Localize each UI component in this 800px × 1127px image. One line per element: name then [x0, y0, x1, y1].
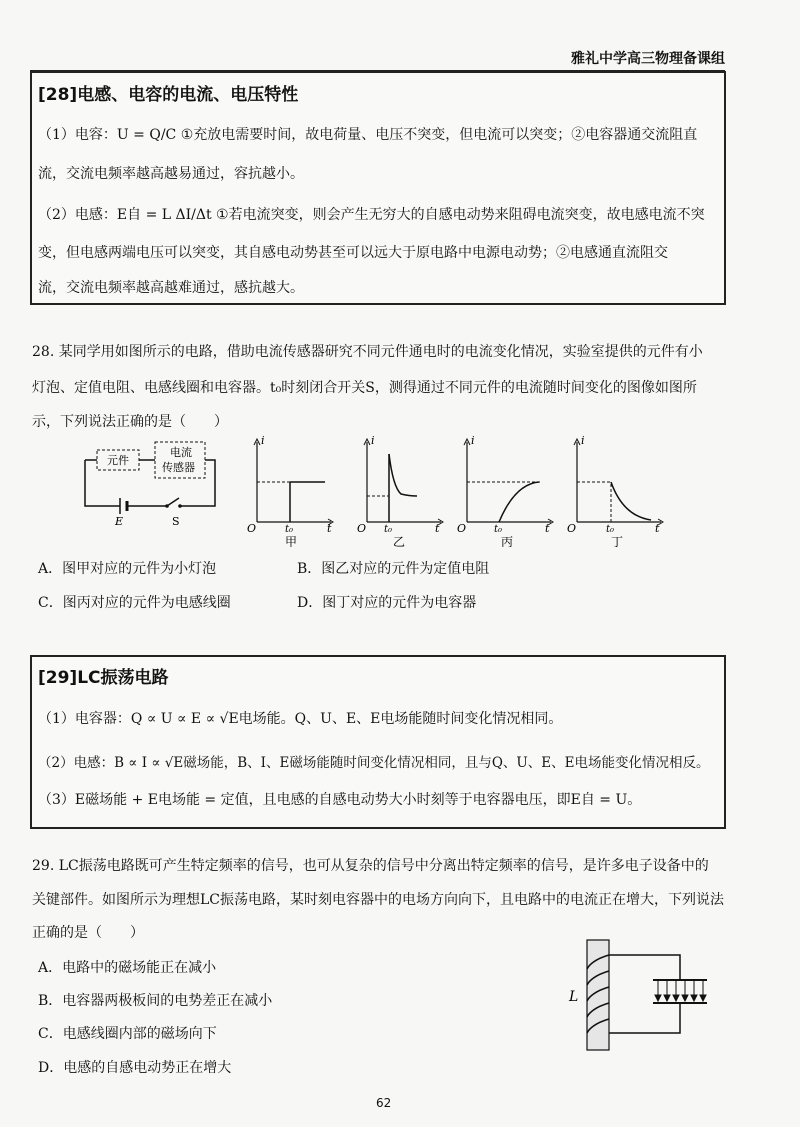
- q28-stem-3: 示，下列说法正确的是（ ）: [32, 414, 228, 430]
- page-number: 62: [376, 1096, 392, 1110]
- axis-t-label: t: [545, 522, 550, 535]
- knowledge-box-28: [30, 71, 726, 305]
- q29-option-b[interactable]: B．电容器两极板间的电势差正在减小: [38, 993, 273, 1009]
- current-curve: [389, 454, 417, 496]
- graph-caption: 乙: [393, 535, 406, 547]
- box29-line-1: （1）电容器：Q ∝ U ∝ E ∝ √E电场能。Q、U、E、E电场能随时间变化情况相同。: [38, 711, 563, 727]
- axis-i-label: i: [261, 434, 265, 447]
- t0-label: t₀: [285, 524, 294, 535]
- current-curve: [611, 482, 651, 520]
- switch-label: S: [172, 515, 180, 528]
- axis-i-label: i: [371, 434, 375, 447]
- q29-option-d[interactable]: D．电感的自感电动势正在增大: [38, 1060, 232, 1076]
- q29-stem-2: 关键部件。如图所示为理想LC振荡电路，某时刻电容器中的电场方向向下，且电路中的电流正在增大，下列说法: [32, 892, 725, 908]
- sensor-label-2: 传感器: [162, 461, 195, 474]
- box29-title: [29]LC振荡电路: [38, 668, 169, 688]
- q28-circuit-diagram: [75, 438, 225, 530]
- graph-ding: [565, 432, 665, 547]
- axis-i-label: i: [581, 434, 585, 447]
- electric-field-arrows-icon: [655, 981, 706, 1001]
- graph-bing: [455, 432, 555, 547]
- q29-stem-1: 29. LC振荡电路既可产生特定频率的信号，也可从复杂的信号中分离出特定频率的信号，是许多电子设备中的: [32, 858, 709, 874]
- origin-label: O: [247, 522, 257, 535]
- graph-jia: [245, 432, 335, 547]
- inductor-label: L: [569, 989, 579, 1005]
- element-label: 元件: [107, 454, 129, 467]
- box28-line-3: （2）电感：E自 = L ΔI/Δt ①若电流突变，则会产生无穷大的自感电动势来阻碍电流突变，故电感电流不突: [38, 207, 705, 223]
- q29-stem-3: 正确的是（ ）: [32, 925, 144, 941]
- axis-i-label: i: [471, 434, 475, 447]
- q28-option-a[interactable]: A．图甲对应的元件为小灯泡: [38, 561, 217, 577]
- battery-label: E: [115, 515, 124, 528]
- axis-t-label: t: [655, 522, 660, 535]
- axis-t-label: t: [435, 522, 440, 535]
- box28-line-1: （1）电容：U = Q/C ①充放电需要时间，故电荷量、电压不突变，但电流可以突变；②电容器通交流阻直: [38, 127, 698, 143]
- q29-option-c[interactable]: C．电感线圈内部的磁场向下: [38, 1026, 217, 1042]
- origin-label: O: [567, 522, 577, 535]
- box29-line-3: （3）E磁场能 + E电场能 = 定值，且电感的自感电动势大小时刻等于电容器电压，即E自 = U。: [38, 792, 642, 808]
- box28-title: [28]电感、电容的电流、电压特性: [38, 85, 299, 105]
- box28-line-4: 变，但电感两端电压可以突变，其自感电动势甚至可以远大于原电路中电源电动势；②电感通直流阻交: [38, 245, 668, 261]
- q28-option-c[interactable]: C．图丙对应的元件为电感线圈: [38, 595, 231, 611]
- t0-label: t₀: [384, 524, 393, 535]
- q28-stem-2: 灯泡、定值电阻、电感线圈和电容器。t₀时刻闭合开关S，测得通过不同元件的电流随时间变化的图像如图所: [32, 380, 697, 396]
- axis-t-label: t: [327, 522, 332, 535]
- current-curve: [499, 482, 539, 522]
- origin-label: O: [357, 522, 367, 535]
- sensor-label-1: 电流: [170, 446, 192, 459]
- t0-label: t₀: [606, 524, 615, 535]
- box28-line-5: 流，交流电频率越高越难通过，感抗越大。: [38, 280, 304, 296]
- header-title: 雅礼中学高三物理备课组: [571, 51, 725, 67]
- graph-caption: 丁: [611, 535, 624, 547]
- q28-option-b[interactable]: B．图乙对应的元件为定值电阻: [297, 561, 490, 577]
- switch-icon: [167, 498, 179, 506]
- q29-option-a[interactable]: A．电路中的磁场能正在减小: [38, 960, 217, 976]
- box28-line-2: 流，交流电频率越高越易通过，容抗越小。: [38, 166, 304, 182]
- q28-stem-1: 28. 某同学用如图所示的电路，借助电流传感器研究不同元件通电时的电流变化情况，实验室提供的元件有小: [32, 344, 703, 360]
- lc-circuit-diagram: [565, 935, 725, 1055]
- graph-yi: [355, 432, 445, 547]
- graph-caption: 甲: [285, 535, 298, 547]
- t0-label: t₀: [494, 524, 503, 535]
- q28-option-d[interactable]: D．图丁对应的元件为电容器: [297, 595, 477, 611]
- graph-caption: 丙: [501, 535, 514, 547]
- box29-line-2: （2）电感：B ∝ I ∝ √E磁场能，B、I、E磁场能随时间变化情况相同，且与Q、U、E、E电场能变化情况相反。: [38, 755, 710, 771]
- origin-label: O: [457, 522, 467, 535]
